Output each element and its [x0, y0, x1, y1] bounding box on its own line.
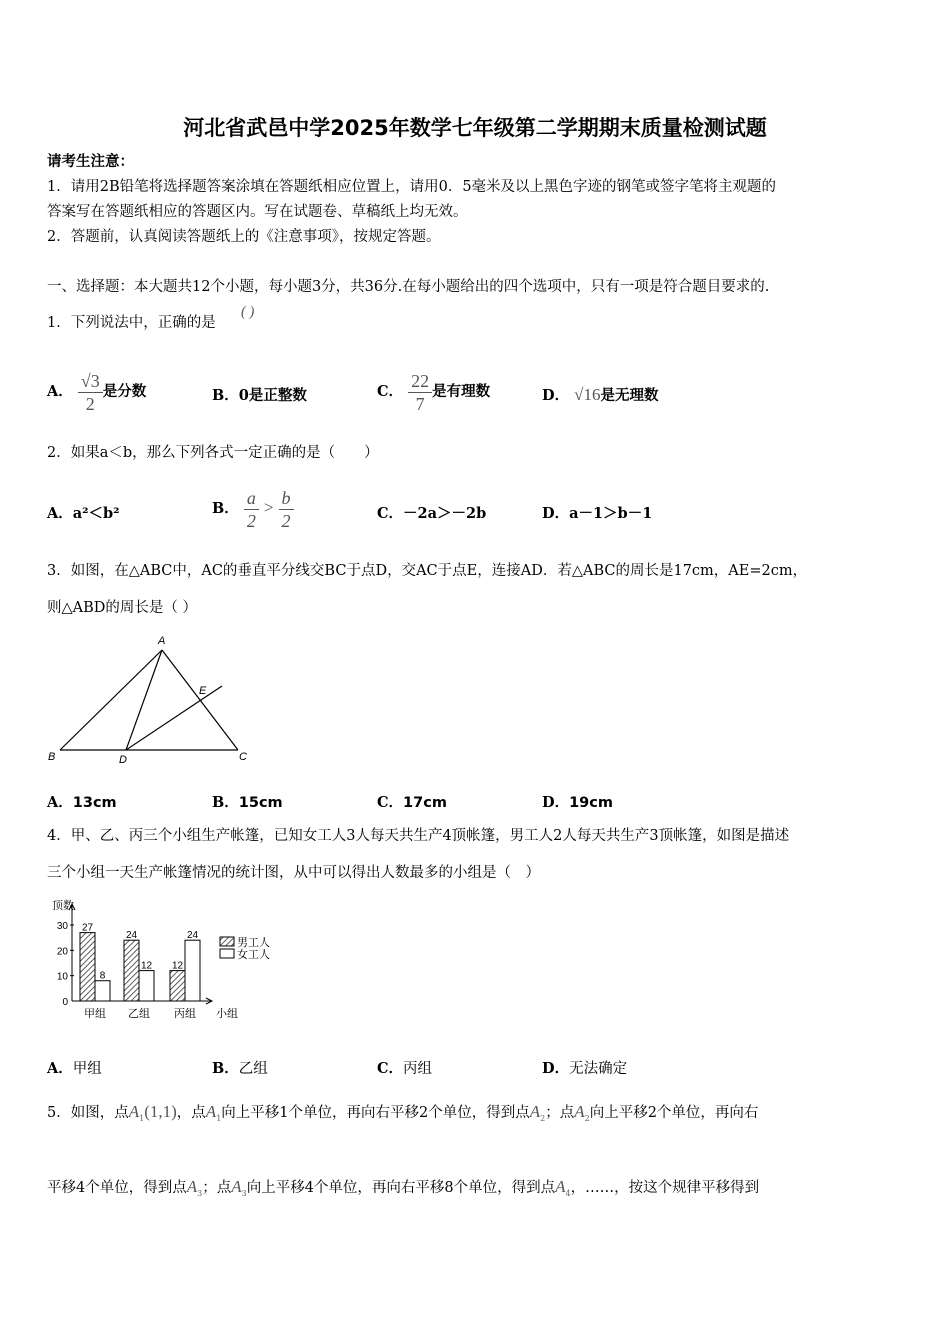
y-axis-title: 顶数: [52, 900, 74, 912]
x-tick-label: 乙组: [128, 1008, 150, 1020]
fraction: $\frac{a}{2}$: [244, 487, 259, 532]
y-tick-label: 10: [56, 971, 68, 983]
option-label: D．: [542, 1060, 570, 1077]
option-label: A．: [47, 794, 73, 811]
fraction: $\frac{22}{7}$: [408, 370, 432, 415]
x-tick-label: 甲组: [84, 1008, 106, 1020]
y-tick-label: 20: [56, 946, 68, 958]
bar-chart: [44, 895, 294, 1030]
vertex-label-e: E: [199, 685, 207, 697]
bar-value-label: 27: [81, 922, 94, 934]
legend-label: 女工人: [237, 949, 270, 961]
q4-option-c[interactable]: C．丙组: [377, 1060, 433, 1077]
bar: [80, 933, 95, 1001]
notice-line-1: 1．请用2B铅笔将选择题答案涂填在答题纸相应位置上，请用0．5毫米及以上黑色字迹的钢笔或签字笔将主观题的: [47, 179, 777, 195]
q2-option-d[interactable]: D．a－1＞b－1: [542, 505, 653, 522]
notice-line-1b: 答案写在答题纸相应的答题区内。写在试题卷、草稿纸上均无效。: [47, 204, 468, 220]
bar-value-label: 24: [186, 930, 199, 942]
y-tick-label: 30: [56, 921, 68, 932]
q1-option-c[interactable]: C． $\frac{22}{7}$ 是有理数: [377, 370, 491, 414]
q3-option-c[interactable]: C．17cm: [377, 794, 447, 811]
vertex-label-a: A: [158, 635, 166, 647]
point-a2: A: [529, 1102, 541, 1121]
legend-label: 男工人: [237, 937, 270, 949]
q3-option-b[interactable]: B．15cm: [212, 794, 283, 811]
question-3-stem-2: 则△ABD的周长是（ ）: [47, 600, 198, 616]
q2-option-c[interactable]: C．－2a＞－2b: [377, 505, 487, 522]
x-tick-label: 丙组: [174, 1008, 196, 1020]
q1-option-d[interactable]: D． √16是无理数: [542, 385, 659, 404]
bar: [185, 940, 200, 1001]
point-a1: A: [128, 1102, 140, 1121]
vertex-label-c: C: [239, 751, 247, 763]
question-3-stem: 3．如图，在△ABC中，AC的垂直平分线交BC于点D，交AC于点E，连接AD．若△ABC的周长是17cm，AE=2cm，: [47, 563, 808, 579]
q4-option-b[interactable]: B．乙组: [212, 1060, 268, 1077]
option-label: C．: [377, 383, 404, 400]
option-label: A．: [47, 383, 73, 400]
legend-swatch: [220, 937, 234, 946]
vertex-label-b: B: [48, 751, 56, 763]
q4-option-d[interactable]: D．无法确定: [542, 1060, 628, 1077]
bar: [124, 940, 139, 1001]
bar-value-label: 8: [99, 970, 106, 982]
option-label: C．: [377, 1060, 404, 1077]
triangle-figure: [44, 632, 274, 772]
option-label: B．: [212, 1060, 239, 1077]
q2-option-b[interactable]: B． $\frac{a}{2}$ > $\frac{b}{2}$: [212, 478, 294, 539]
q4-option-a[interactable]: A．甲组: [47, 1060, 102, 1077]
question-1-paren: ( ): [241, 304, 255, 320]
option-label: C．: [377, 794, 404, 811]
q3-option-a[interactable]: A．13cm: [47, 794, 117, 811]
legend-swatch: [220, 949, 234, 958]
page-title: 河北省武邑中学2025年数学七年级第二学期期末质量检测试题: [183, 116, 767, 140]
option-label: A．: [47, 505, 73, 522]
question-2-stem: 2．如果a＜b，那么下列各式一定正确的是（ ）: [47, 445, 379, 461]
fraction: $\frac{√3}{2}$: [78, 370, 103, 415]
x-axis-title: 小组: [216, 1008, 238, 1020]
q3-option-d[interactable]: D．19cm: [542, 794, 613, 811]
bar: [139, 971, 154, 1001]
section-heading: 一、选择题：本大题共12个小题，每小题3分，共36分.在每小题给出的四个选项中，只有一项是符合题目要求的.: [47, 279, 770, 295]
point-a4: A: [555, 1177, 566, 1196]
question-1-stem: 1．下列说法中，正确的是: [47, 315, 216, 331]
fraction: $\frac{b}{2}$: [279, 487, 294, 532]
question-5-line-1: 5．如图，点$A_1(1,1)$，点$A_1$向上平移1个单位，再向右平移2个单位，得到点$A_2$；点$A_2$向上平移2个单位，再向右: [47, 1102, 759, 1123]
q1-option-a[interactable]: A． $\frac{√3}{2}$ 是分数: [47, 370, 147, 414]
option-label: A．: [47, 1060, 73, 1077]
option-label: B．: [212, 500, 239, 517]
question-5-line-2: 平移4个单位，得到点$A_3$；点$A_3$向上平移4个单位，再向右平移8个单位，得到点$A_4$，……，按这个规律平移得到: [47, 1177, 760, 1198]
bar-value-label: 24: [125, 930, 138, 942]
bar: [170, 971, 185, 1001]
notice-heading: 请考生注意：: [47, 153, 134, 170]
y-tick-label: 0: [62, 997, 68, 1008]
vertex-label-d: D: [119, 754, 127, 766]
sqrt-expression: √16: [574, 385, 601, 404]
option-label: D．: [542, 505, 570, 522]
option-label: D．: [542, 387, 570, 404]
question-4-stem: 4．甲、乙、丙三个小组生产帐篷，已知女工人3人每天共生产4顶帐篷，男工人2人每天共生产3顶帐篷，如图是描述: [47, 828, 790, 844]
option-label: B．: [212, 794, 239, 811]
option-label: C．: [377, 505, 404, 522]
q2-option-a[interactable]: A．a²＜b²: [47, 505, 120, 522]
question-4-stem-2: 三个小组一天生产帐篷情况的统计图，从中可以得出人数最多的小组是（ ）: [47, 865, 540, 881]
point-a3: A: [186, 1177, 198, 1196]
option-label: D．: [542, 794, 570, 811]
bar: [95, 981, 110, 1001]
notice-line-2: 2．答题前，认真阅读答题纸上的《注意事项》，按规定答题。: [47, 229, 441, 245]
bar-value-label: 12: [171, 960, 184, 972]
q1-option-b[interactable]: B．0是正整数: [212, 387, 307, 404]
option-label: B．: [212, 387, 239, 404]
bar-value-label: 12: [140, 960, 153, 972]
